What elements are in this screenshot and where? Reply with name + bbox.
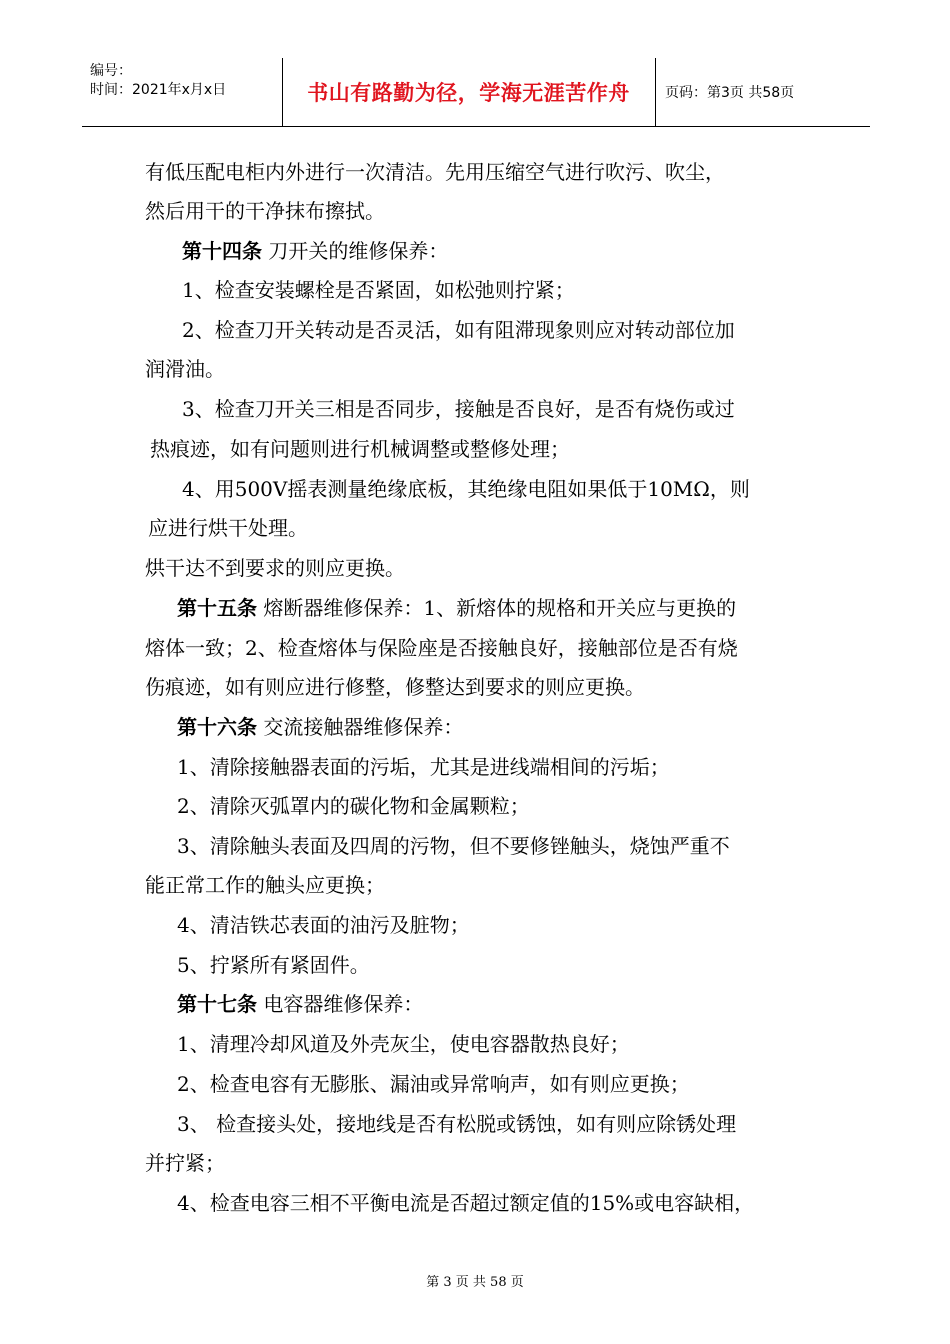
paragraph-line: 2、检查刀开关转动是否灵活，如有阻滞现象则应对转动部位加 bbox=[182, 318, 735, 342]
paragraph-line: 4、用500V摇表测量绝缘底板，其绝缘电阻如果低于10MΩ，则 bbox=[182, 477, 750, 501]
paragraph-line: 并拧紧； bbox=[145, 1151, 225, 1175]
time-label: 时间：2021年x月x日 bbox=[90, 82, 227, 98]
section-16-heading bbox=[177, 715, 463, 739]
number-label: 编号： bbox=[90, 63, 132, 79]
paragraph-line: 3、 检查接头处，接地线是否有松脱或锈蚀，如有则应除锈处理 bbox=[177, 1112, 737, 1136]
header-page-cell bbox=[655, 58, 870, 126]
paragraph-line: 然后用干的干净抹布擦拭。 bbox=[145, 199, 385, 223]
paragraph-line: 3、检查刀开关三相是否同步，接触是否良好，是否有烧伤或过 bbox=[182, 397, 735, 421]
section-15-text: 熔断器维修保养：1、新熔体的规格和开关应与更换的 bbox=[257, 596, 737, 620]
page-footer: 第 3 页 共 58 页 bbox=[426, 1275, 524, 1290]
paragraph-line: 4、清洁铁芯表面的油污及脏物； bbox=[177, 913, 470, 937]
paragraph-line: 有低压配电柜内外进行一次清洁。先用压缩空气进行吹污、吹尘， bbox=[145, 160, 725, 184]
header-page-info: 页码：第3页 共58页 bbox=[665, 85, 795, 101]
section-14-text: 刀开关的维修保养： bbox=[262, 239, 449, 263]
header-motto: 书山有路勤为径，学海无涯苦作舟 bbox=[307, 81, 630, 105]
section-17-heading bbox=[177, 992, 423, 1016]
paragraph-line: 5、拧紧所有紧固件。 bbox=[177, 953, 370, 977]
section-15-heading bbox=[177, 596, 736, 620]
paragraph-line: 能正常工作的触头应更换； bbox=[145, 873, 385, 897]
paragraph-line: 1、清除接触器表面的污垢，尤其是进线端相间的污垢； bbox=[177, 755, 670, 779]
paragraph-line: 伤痕迹，如有则应进行修整，修整达到要求的则应更换。 bbox=[145, 675, 645, 699]
paragraph-line: 1、清理冷却风道及外壳灰尘，使电容器散热良好； bbox=[177, 1032, 630, 1056]
paragraph-line: 4、检查电容三相不平衡电流是否超过额定值的15%或电容缺相， bbox=[177, 1191, 755, 1215]
paragraph-line: 烘干达不到要求的则应更换。 bbox=[145, 556, 405, 580]
header-meta bbox=[82, 58, 283, 126]
page-header bbox=[82, 58, 870, 127]
section-16-title: 第十六条 bbox=[177, 715, 257, 739]
section-14-heading bbox=[182, 239, 448, 263]
paragraph-line: 熔体一致；2、检查熔体与保险座是否接触良好，接触部位是否有烧 bbox=[145, 636, 738, 660]
section-17-text: 电容器维修保养： bbox=[257, 992, 424, 1016]
section-14-title: 第十四条 bbox=[182, 239, 262, 263]
paragraph-line: 热痕迹，如有问题则进行机械调整或整修处理； bbox=[150, 437, 570, 461]
paragraph-line: 应进行烘干处理。 bbox=[148, 516, 308, 540]
paragraph-line: 3、清除触头表面及四周的污物，但不要修锉触头，烧蚀严重不 bbox=[177, 834, 730, 858]
section-17-title: 第十七条 bbox=[177, 992, 257, 1016]
paragraph-line: 润滑油。 bbox=[145, 357, 225, 381]
section-15-title: 第十五条 bbox=[177, 596, 257, 620]
header-motto-cell bbox=[282, 58, 656, 126]
paragraph-line: 2、检查电容有无膨胀、漏油或异常响声，如有则应更换； bbox=[177, 1072, 690, 1096]
section-16-text: 交流接触器维修保养： bbox=[257, 715, 464, 739]
paragraph-line: 2、清除灭弧罩内的碳化物和金属颗粒； bbox=[177, 794, 530, 818]
paragraph-line: 1、检查安装螺栓是否紧固，如松弛则拧紧； bbox=[182, 278, 575, 302]
